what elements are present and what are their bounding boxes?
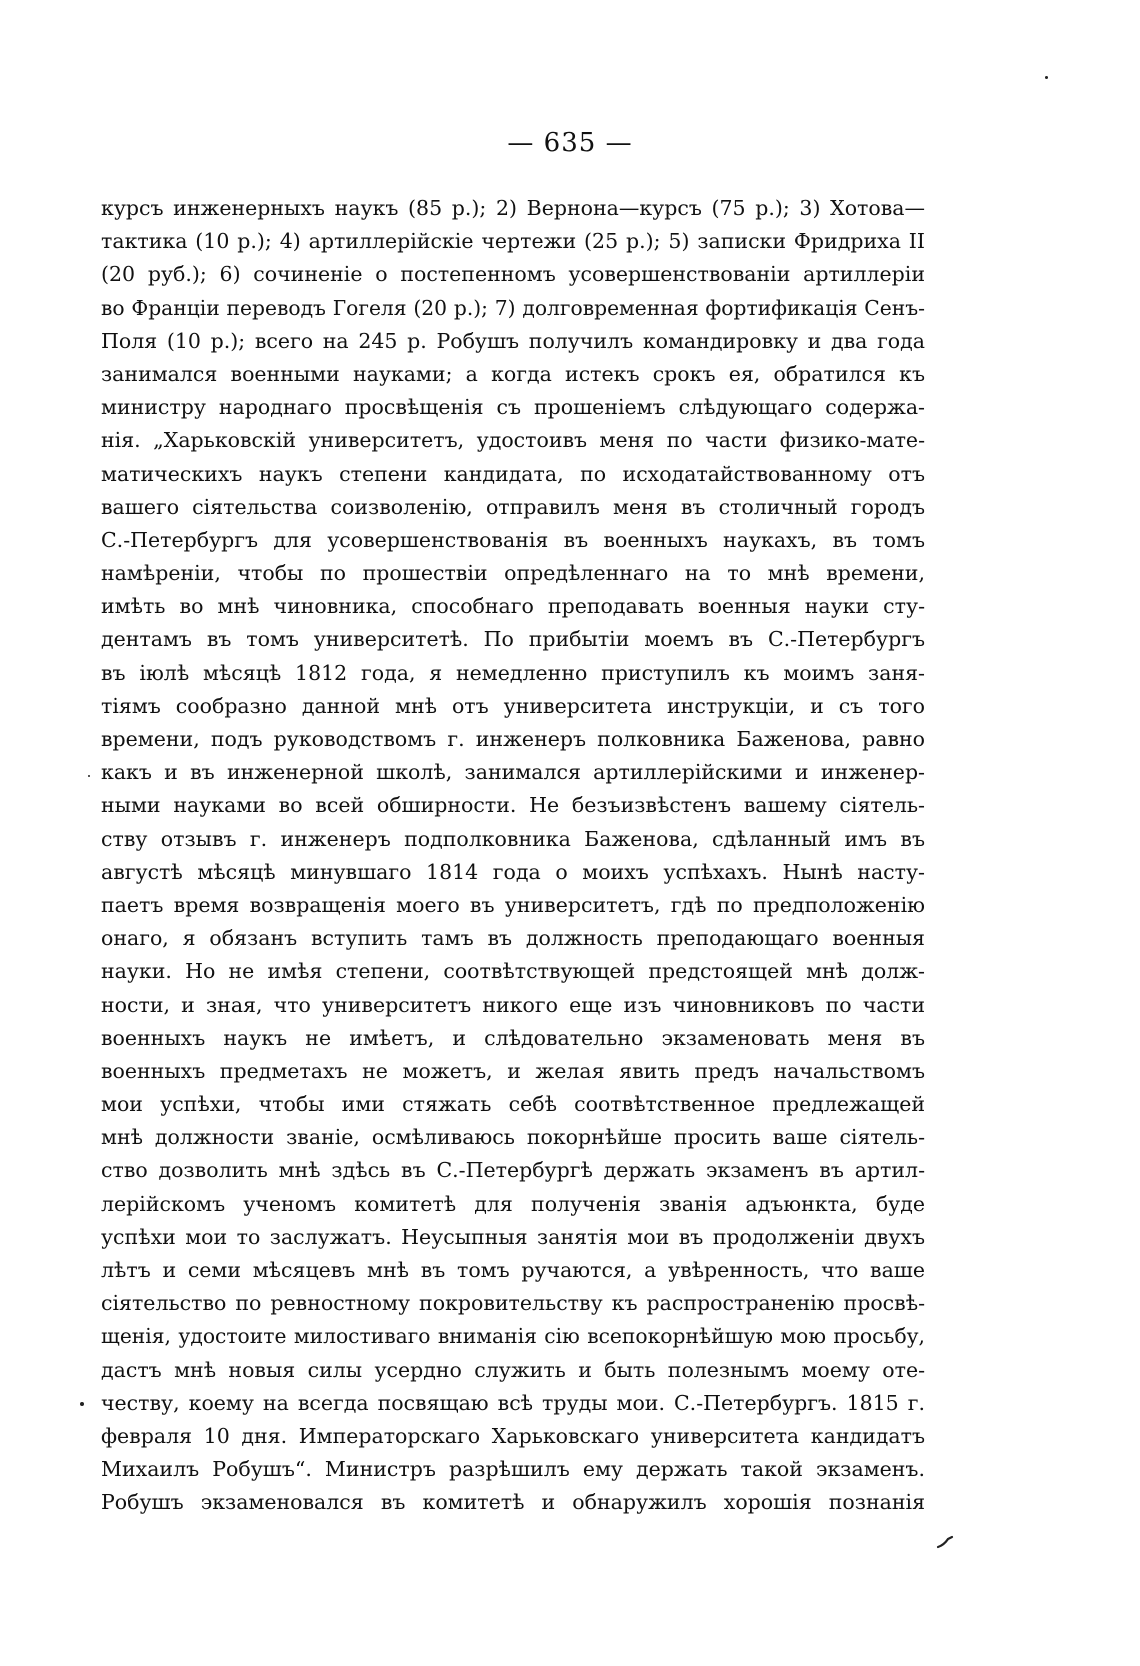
text-line: какъ и въ инженерной школѣ, занимался артиллерійскими и инженер- bbox=[101, 760, 925, 785]
scan-mark bbox=[936, 1535, 956, 1549]
text-line: августѣ мѣсяцѣ минувшаго 1814 года о моихъ успѣхахъ. Нынѣ насту- bbox=[101, 859, 925, 884]
text-line: военныхъ предметахъ не можетъ, и желая явить предъ начальствомъ bbox=[101, 1058, 925, 1083]
text-line: въ іюлѣ мѣсяцѣ 1812 года, я немедленно приступилъ къ моимъ заня- bbox=[101, 660, 925, 685]
scan-speck bbox=[80, 1402, 84, 1406]
text-line: паетъ время возвращенія моего въ университетъ, гдѣ по предположенію bbox=[101, 892, 925, 917]
text-line: успѣхи мои то заслужатъ. Неусыпныя занятія мои въ продолженіи двухъ bbox=[101, 1224, 925, 1249]
text-line: мои успѣхи, чтобы ими стяжать себѣ соотвѣтственное предлежащей bbox=[101, 1092, 925, 1117]
text-line: честву, коему на всегда посвящаю всѣ труды мои. С.-Петербургъ. 1815 г. bbox=[101, 1390, 925, 1415]
text-line: ству отзывъ г. инженеръ подполковника Баженова, сдѣланный имъ въ bbox=[101, 826, 925, 851]
text-line: Поля (10 р.); всего на 245 р. Робушъ получилъ командировку и два года bbox=[101, 328, 925, 353]
text-line: матическихъ наукъ степени кандидата, по исходатайствованному отъ bbox=[101, 461, 925, 486]
text-line: военныхъ наукъ не имѣетъ, и слѣдовательно экзаменовать меня въ bbox=[101, 1025, 925, 1050]
text-line: вашего сіятельства соизволенію, отправилъ меня въ столичный городъ bbox=[101, 494, 925, 519]
text-line: дастъ мнѣ новыя силы усердно служить и быть полезнымъ моему оте- bbox=[101, 1357, 925, 1382]
text-line: сіятельство по ревностному покровительству къ распространенію просвѣ- bbox=[101, 1291, 925, 1316]
text-line: ство дозволить мнѣ здѣсь въ С.-Петербургѣ держать экзаменъ въ артил- bbox=[101, 1158, 925, 1183]
text-line: тактика (10 р.); 4) артиллерійскіе чертежи (25 р.); 5) записки Фридриха II bbox=[101, 229, 925, 254]
text-line: ности, и зная, что университетъ никого еще изъ чиновниковъ по части bbox=[101, 992, 925, 1017]
text-line: Михаилъ Робушъ“. Министръ разрѣшилъ ему держать такой экзаменъ. bbox=[101, 1457, 925, 1482]
text-line: дентамъ въ томъ университетѣ. По прибытіи моемъ въ С.-Петербургъ bbox=[101, 627, 925, 652]
text-line: курсъ инженерныхъ наукъ (85 р.); 2) Вернона—курсъ (75 р.); 3) Хотова— bbox=[101, 196, 925, 220]
text-line: онаго, я обязанъ вступить тамъ въ должность преподающаго военныя bbox=[101, 926, 925, 951]
text-line: намѣреніи, чтобы по прошествіи опредѣленнаго на то мнѣ времени, bbox=[101, 561, 925, 586]
text-line: (20 руб.); 6) сочиненіе о постепенномъ усовершенствованіи артиллеріи bbox=[101, 262, 925, 287]
text-line: нія. „Харьковскій университетъ, удостоивъ меня по части физико-мате- bbox=[101, 428, 925, 453]
text-line: времени, подъ руководствомъ г. инженеръ полковника Баженова, равно bbox=[101, 727, 925, 751]
text-line: имѣть во мнѣ чиновника, способнаго преподавать военныя науки сту- bbox=[101, 594, 925, 619]
text-line: занимался военными науками; а когда истекъ срокъ ея, обратился къ bbox=[101, 361, 925, 386]
text-line: лерійскомъ ученомъ комитетѣ для полученія званія адъюнкта, буде bbox=[101, 1191, 925, 1216]
text-line: мнѣ должности званіе, осмѣливаюсь покорнѣйше просить ваше сіятель- bbox=[101, 1125, 925, 1150]
body-text bbox=[101, 192, 925, 1520]
text-line: щенія, удостоите милостиваго вниманія сію всепокорнѣйшую мою просьбу, bbox=[101, 1324, 925, 1349]
text-line: февраля 10 дня. Императорскаго Харьковскаго университета кандидатъ bbox=[101, 1423, 925, 1448]
text-line: министру народнаго просвѣщенія съ прошеніемъ слѣдующаго содержа- bbox=[101, 395, 925, 420]
text-line: науки. Но не имѣя степени, соотвѣтствующей предстоящей мнѣ долж- bbox=[101, 959, 925, 984]
text-line: ными науками во всей обширности. Не безъизвѣстенъ вашему сіятель- bbox=[101, 793, 925, 818]
text-line: лѣтъ и семи мѣсяцевъ мнѣ въ томъ ручаются, а увѣренность, что ваше bbox=[101, 1258, 925, 1282]
scan-speck bbox=[88, 775, 90, 777]
text-line: во Франціи переводъ Гогеля (20 р.); 7) долговременная фортификація Сенъ- bbox=[101, 295, 925, 320]
text-line: Робушъ экзаменовался въ комитетѣ и обнаружилъ хорошія познанія bbox=[101, 1490, 925, 1515]
text-line: тіямъ сообразно данной мнѣ отъ университета инструкціи, и съ того bbox=[101, 693, 925, 718]
text-line: С.-Петербургъ для усовершенствованія въ военныхъ наукахъ, въ томъ bbox=[101, 527, 925, 552]
page-number: — 635 — bbox=[507, 128, 633, 158]
scan-speck bbox=[1045, 76, 1048, 79]
